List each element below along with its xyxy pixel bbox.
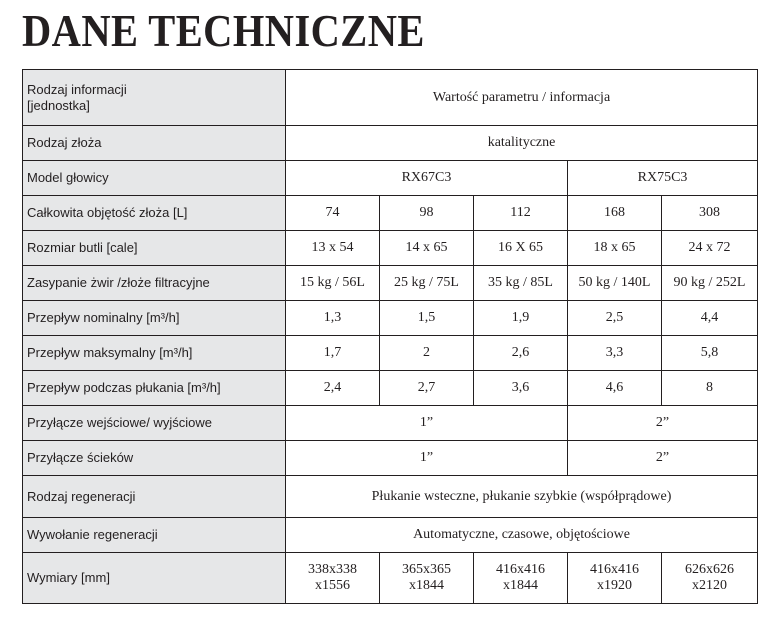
cell: katalityczne [286, 126, 758, 161]
cell: 24 x 72 [662, 231, 758, 266]
cell: 2” [568, 406, 758, 441]
table-row-backwash-flow [23, 371, 758, 406]
table-row-regeneration-trigger [23, 518, 758, 553]
table-row-head-model [23, 161, 758, 196]
cell: 14 x 65 [380, 231, 474, 266]
cell: 1,5 [380, 301, 474, 336]
label-line: [jednostka] [27, 97, 90, 113]
row-label: Rozmiar butli [cale] [23, 231, 286, 266]
cell: 74 [286, 196, 380, 231]
cell: 2” [568, 441, 758, 476]
cell: 90 kg / 252L [662, 266, 758, 301]
dimension-line: 338x338 [308, 562, 357, 577]
cell: 3,6 [474, 371, 568, 406]
cell: 2 [380, 336, 474, 371]
table-row-io-connection [23, 406, 758, 441]
dimension-line: x1844 [409, 578, 444, 593]
row-label: Przepływ podczas płukania [m³/h] [23, 371, 286, 406]
cell: 98 [380, 196, 474, 231]
cell: 112 [474, 196, 568, 231]
row-label: Rodzaj regeneracji [23, 476, 286, 518]
cell [286, 553, 380, 604]
row-label: Wywołanie regeneracji [23, 518, 286, 553]
row-label [23, 70, 286, 126]
cell: 168 [568, 196, 662, 231]
dimension-line: 626x626 [685, 562, 735, 577]
table-row-regeneration-type [23, 476, 758, 518]
cell [380, 553, 474, 604]
cell: Płukanie wsteczne, płukanie szybkie (współprądowe) [286, 476, 758, 518]
table-row-max-flow [23, 336, 758, 371]
dimension-line: x1556 [315, 578, 350, 593]
cell: 5,8 [662, 336, 758, 371]
table-row-bed-type [23, 126, 758, 161]
cell: 15 kg / 56L [286, 266, 380, 301]
cell: 1” [286, 406, 568, 441]
cell: 50 kg / 140L [568, 266, 662, 301]
dimension-line: 365x365 [402, 562, 451, 577]
cell: 18 x 65 [568, 231, 662, 266]
cell [662, 553, 758, 604]
cell: 13 x 54 [286, 231, 380, 266]
cell: 1” [286, 441, 568, 476]
row-label: Zasypanie żwir /złoże filtracyjne [23, 266, 286, 301]
table-row-nominal-flow [23, 301, 758, 336]
cell: 2,5 [568, 301, 662, 336]
label-line: Rodzaj informacji [27, 81, 127, 97]
row-label: Przepływ nominalny [m³/h] [23, 301, 286, 336]
dimension-line: x1844 [503, 578, 538, 593]
spec-table [22, 69, 758, 604]
row-label: Rodzaj złoża [23, 126, 286, 161]
cell: 1,3 [286, 301, 380, 336]
row-label: Przepływ maksymalny [m³/h] [23, 336, 286, 371]
row-label: Przyłącze wejściowe/ wyjściowe [23, 406, 286, 441]
cell [568, 553, 662, 604]
table-row-header [23, 70, 758, 126]
page-title: DANE TECHNICZNE [22, 5, 425, 56]
table-row-filling [23, 266, 758, 301]
table-row-bed-volume [23, 196, 758, 231]
cell: 2,6 [474, 336, 568, 371]
dimension-line: 416x416 [496, 562, 545, 577]
cell: Wartość parametru / informacja [286, 70, 758, 126]
dimension-line: x2120 [692, 578, 728, 593]
cell: 4,6 [568, 371, 662, 406]
cell: RX67C3 [286, 161, 568, 196]
row-label: Model głowicy [23, 161, 286, 196]
cell: RX75C3 [568, 161, 758, 196]
cell: 2,4 [286, 371, 380, 406]
dimension-line: x1920 [597, 578, 632, 593]
row-label: Całkowita objętość złoża [L] [23, 196, 286, 231]
cell: 16 X 65 [474, 231, 568, 266]
cell: 1,9 [474, 301, 568, 336]
table-row-dimensions [23, 553, 758, 604]
row-label: Wymiary [mm] [23, 553, 286, 604]
cell: 2,7 [380, 371, 474, 406]
row-label: Przyłącze ścieków [23, 441, 286, 476]
dimension-line: 416x416 [590, 562, 639, 577]
table-row-tank-size [23, 231, 758, 266]
cell: 4,4 [662, 301, 758, 336]
cell: 35 kg / 85L [474, 266, 568, 301]
cell: 3,3 [568, 336, 662, 371]
cell [474, 553, 568, 604]
cell: 8 [662, 371, 758, 406]
cell: Automatyczne, czasowe, objętościowe [286, 518, 758, 553]
table-row-drain-connection [23, 441, 758, 476]
cell: 25 kg / 75L [380, 266, 474, 301]
cell: 308 [662, 196, 758, 231]
cell: 1,7 [286, 336, 380, 371]
